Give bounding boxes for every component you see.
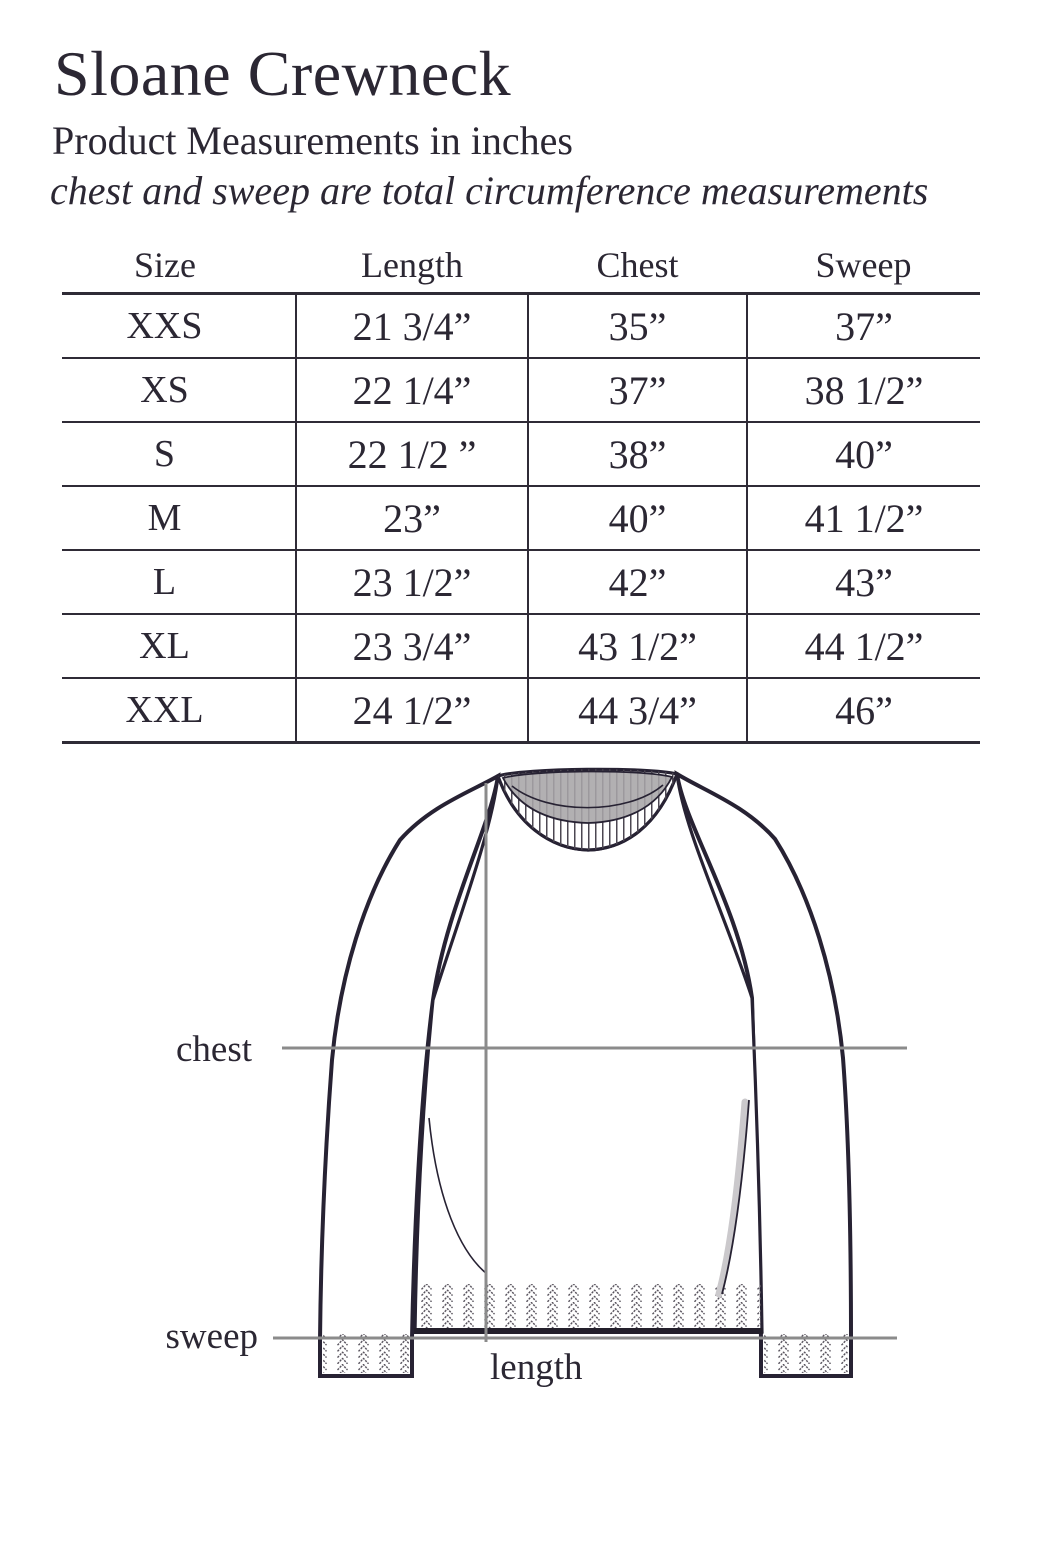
cell-chest: 40”: [528, 486, 747, 550]
cell-sweep: 46”: [747, 678, 980, 743]
hem-rib-texture: [417, 1284, 761, 1330]
cell-chest: 37”: [528, 358, 747, 422]
page-subtitle: Product Measurements in inches: [52, 118, 573, 163]
cell-size: XXL: [62, 678, 296, 743]
cell-size: XL: [62, 614, 296, 678]
cell-sweep: 37”: [747, 294, 980, 359]
cell-chest: 43 1/2”: [528, 614, 747, 678]
cell-length: 23 1/2”: [296, 550, 528, 614]
right-cuff-rib-texture: [764, 1334, 848, 1373]
cell-sweep: 41 1/2”: [747, 486, 980, 550]
cell-length: 24 1/2”: [296, 678, 528, 743]
cell-chest: 44 3/4”: [528, 678, 747, 743]
length-label: length: [490, 1347, 583, 1388]
cell-size: M: [62, 486, 296, 550]
cell-size: XS: [62, 358, 296, 422]
cell-length: 23 3/4”: [296, 614, 528, 678]
left-cuff-rib-texture: [323, 1334, 409, 1373]
cell-size: L: [62, 550, 296, 614]
measurement-note: chest and sweep are total circumference measurements: [50, 168, 929, 213]
cell-sweep: 44 1/2”: [747, 614, 980, 678]
col-header-sweep: Sweep: [747, 242, 980, 294]
cell-length: 22 1/4”: [296, 358, 528, 422]
col-header-chest: Chest: [528, 242, 747, 294]
col-header-length: Length: [296, 242, 528, 294]
cell-length: 21 3/4”: [296, 294, 528, 359]
chest-label: chest: [175, 1029, 252, 1070]
sweep-label: sweep: [165, 1316, 258, 1357]
cell-length: 22 1/2 ”: [296, 422, 528, 486]
cell-sweep: 38 1/2”: [747, 358, 980, 422]
cell-sweep: 43”: [747, 550, 980, 614]
col-header-size: Size: [62, 242, 296, 294]
cell-sweep: 40”: [747, 422, 980, 486]
cell-chest: 42”: [528, 550, 747, 614]
page-title: Sloane Crewneck: [54, 38, 512, 109]
cell-size: XXS: [62, 294, 296, 359]
cell-chest: 35”: [528, 294, 747, 359]
cell-length: 23”: [296, 486, 528, 550]
cell-size: S: [62, 422, 296, 486]
cell-chest: 38”: [528, 422, 747, 486]
